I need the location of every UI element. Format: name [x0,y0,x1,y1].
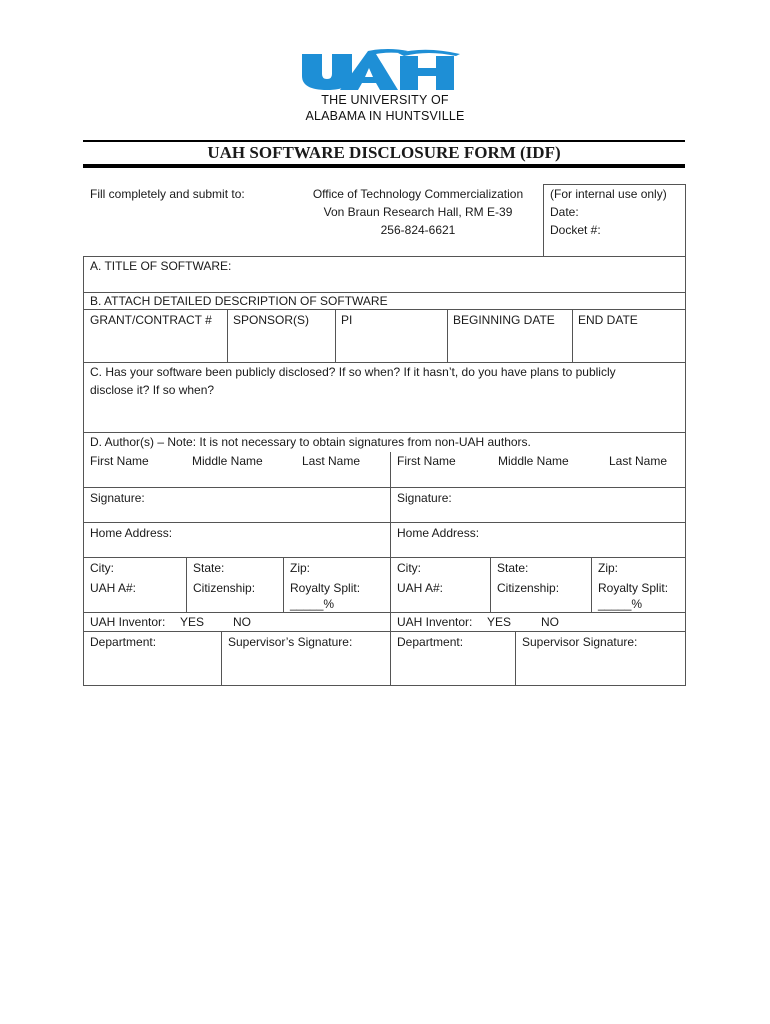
author1-first-name[interactable]: First Name [90,454,149,468]
author2-royalty-split: Royalty Split: [598,581,669,595]
internal-date-label[interactable]: Date: [550,205,579,219]
author1-state[interactable]: State: [193,561,225,575]
col-divider-4 [572,309,573,362]
author1-zip[interactable]: Zip: [290,561,311,575]
col-divider-2 [335,309,336,362]
author2-supervisor-signature[interactable]: Supervisor Signature: [522,635,638,649]
row-rule-inventor [83,612,686,613]
author1-inventor-no[interactable]: NO [233,615,251,629]
author2-zip[interactable]: Zip: [598,561,619,575]
logo-line-2: ALABAMA IN HUNTSVILLE [305,109,465,123]
author2-city[interactable]: City: [397,561,421,575]
section-c-top-rule [83,362,686,363]
author1-middle-name[interactable]: Middle Name [192,454,263,468]
col-divider-1 [227,309,228,362]
author2-middle-name[interactable]: Middle Name [498,454,569,468]
author1-signature[interactable]: Signature: [90,491,145,505]
office-address: Von Braun Research Hall, RM E-39 [323,205,513,219]
author2-department[interactable]: Department: [397,635,464,649]
author1-royalty-field[interactable]: _____% [290,597,335,611]
author1-divider-supervisor [221,631,222,685]
logo-line-1: THE UNIVERSITY OF [321,93,449,107]
author1-inventor-yes[interactable]: YES [180,615,205,629]
col-beginning-date[interactable]: BEGINNING DATE [453,313,555,327]
row-rule-address [83,522,686,523]
col-divider-3 [447,309,448,362]
author1-last-name[interactable]: Last Name [302,454,361,468]
author2-home-address[interactable]: Home Address: [397,526,480,540]
section-b-label: B. ATTACH DETAILED DESCRIPTION OF SOFTWARE [90,294,388,308]
table-border-right [685,184,686,685]
section-d-label: D. Author(s) – Note: It is not necessary to obtain signatures from non-UAH authors. [90,435,531,449]
uah-logo [300,48,470,130]
submit-label: Fill completely and submit to: [90,187,245,201]
row-rule-department [83,631,686,632]
section-b-header-rule [83,309,686,310]
author1-department[interactable]: Department: [90,635,157,649]
author2-inventor-yes[interactable]: YES [487,615,512,629]
row-rule-city [83,557,686,558]
section-c-question-line1: C. Has your software been publicly disclosed? If so when? If it hasn’t, do you have plans to publicly [90,365,616,379]
author2-citizenship[interactable]: Citizenship: [497,581,560,595]
section-c-question-line2[interactable]: disclose it? If so when? [90,383,215,397]
col-pi[interactable]: PI [341,313,353,327]
uah-logo-mark-icon [300,48,470,92]
author1-inventor-label: UAH Inventor: [90,615,166,629]
col-grant-contract[interactable]: GRANT/CONTRACT # [90,313,212,327]
author2-divider-zip [591,557,592,612]
section-a-label[interactable]: A. TITLE OF SOFTWARE: [90,259,232,273]
col-end-date[interactable]: END DATE [578,313,638,327]
form-title: UAH SOFTWARE DISCLOSURE FORM (IDF) [207,143,561,162]
title-rule-bottom [83,164,685,168]
author2-inventor-no[interactable]: NO [541,615,559,629]
title-rule-top [83,140,685,142]
section-d-top-rule [83,432,686,433]
row-rule-signature [83,487,686,488]
section-a-top-rule [83,256,686,257]
author1-home-address[interactable]: Home Address: [90,526,173,540]
author2-uah-a-number[interactable]: UAH A#: [397,581,444,595]
section-b-top-rule [83,292,686,293]
author2-signature[interactable]: Signature: [397,491,452,505]
author1-citizenship[interactable]: Citizenship: [193,581,256,595]
author1-royalty-split: Royalty Split: [290,581,361,595]
col-sponsors[interactable]: SPONSOR(S) [233,313,310,327]
author1-supervisor-signature[interactable]: Supervisor’s Signature: [228,635,353,649]
author1-uah-a-number[interactable]: UAH A#: [90,581,137,595]
author1-divider-state [186,557,187,612]
table-border-bottom [83,685,686,686]
author1-city[interactable]: City: [90,561,114,575]
office-phone: 256-824-6621 [380,223,456,237]
author2-royalty-field[interactable]: _____% [598,597,643,611]
author1-divider-zip [283,557,284,612]
author2-first-name[interactable]: First Name [397,454,456,468]
author2-state[interactable]: State: [497,561,529,575]
office-name: Office of Technology Commercialization [312,187,524,201]
author2-divider-supervisor [515,631,516,685]
author2-inventor-label: UAH Inventor: [397,615,473,629]
internal-box-left [543,184,544,256]
author2-divider-state [490,557,491,612]
internal-box-top [543,184,685,185]
internal-use-label: (For internal use only) [550,187,667,201]
internal-docket-label[interactable]: Docket #: [550,223,601,237]
table-border-left [83,256,84,685]
author2-last-name[interactable]: Last Name [609,454,668,468]
